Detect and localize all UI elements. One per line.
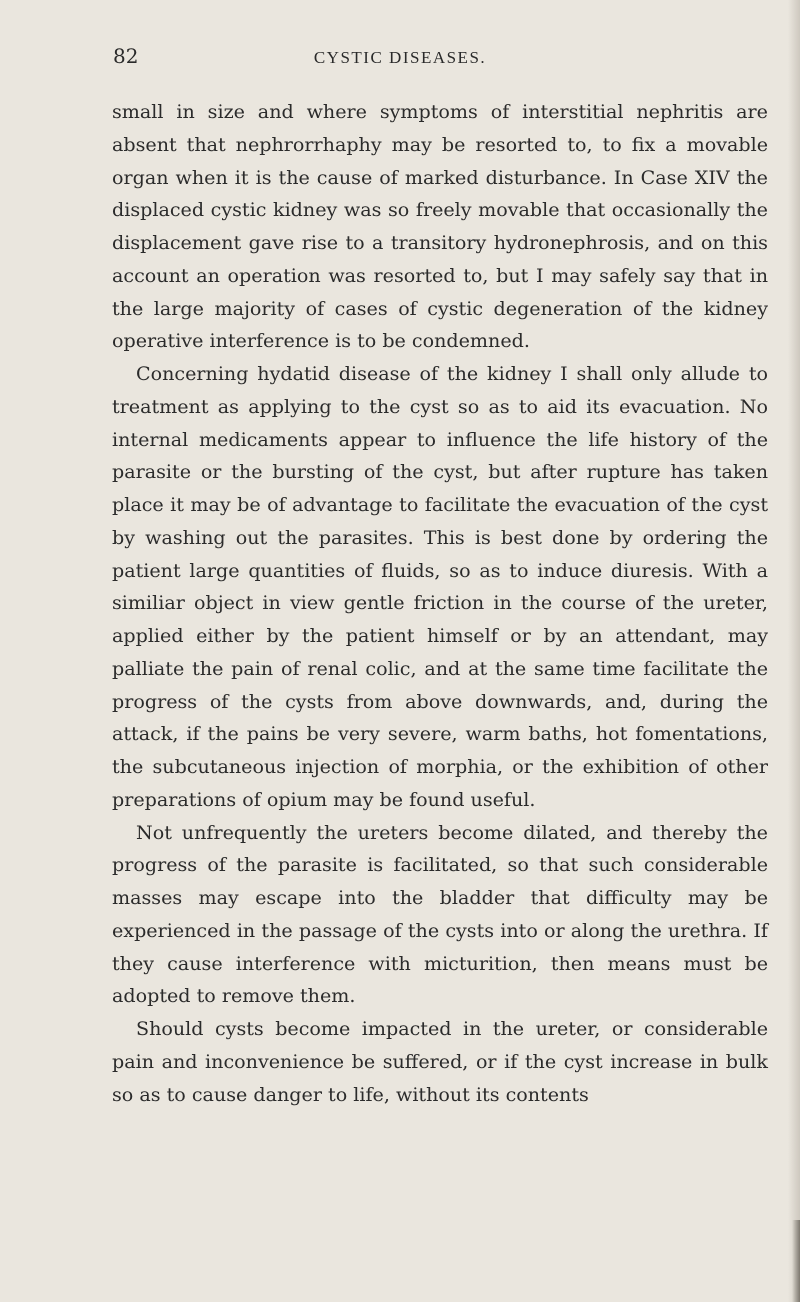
running-head: CYSTIC DISEASES.: [313, 48, 487, 67]
paragraph-hydatid: Concerning hydatid disease of the kidney I shall only allude to treatment as applying to the cyst so as to aid its evacuation. No internal medicaments appear to influence the life history of the parasite or the bursting of the cyst, but after rupture has taken place it may be of advantage to facilitate the evacuation of the cyst by washing out the parasites. This is best done by ordering the patient large quantities of fluids, so as to induce diuresis. With a similiar object in view gentle friction in the course of the ureter, applied either by the patient himself or by an attendant, may palliate the pain of renal colic, and at the same time facilitate the progress of the cysts from above downwards, and, during the attack, if the pains be very severe, warm baths, hot fomentations, the subcutaneous injection of morphia, or the exhibition of other preparations of opium may be found useful.: [112, 362, 768, 811]
page-edge-shadow-lower: [792, 1220, 800, 1302]
body-text: [112, 96, 768, 1111]
paragraph-impacted-cysts: Should cysts become impacted in the ureter, or considerable pain and inconvenience be suffered, or if the cyst increase in bulk so as to cause danger to life, without its contents: [112, 1017, 768, 1106]
paragraph-continued: small in size and where symptoms of interstitial nephritis are absent that nephrorrhaphy may be resorted to, to fix a movable organ when it is the cause of marked disturbance. In Case XIV the displaced cystic kidney was so freely movable that occasionally the displacement gave rise to a transitory hydronephrosis, and on this account an operation was resorted to, but I may safely say that in the large majority of cases of cystic degeneration of the kidney operative interference is to be condemned.: [112, 100, 768, 353]
page-number: 82: [113, 44, 139, 68]
page-edge-shadow: [788, 0, 800, 1302]
page-header: [0, 44, 800, 74]
paragraph-ureters: Not unfrequently the ureters become dilated, and thereby the progress of the parasite is facilitated, so that such considerable masses may escape into the bladder that difficulty may be experienced in the passage of the cysts into or along the urethra. If they cause interference with micturition, then means must be adopted to remove them.: [112, 820, 768, 1008]
